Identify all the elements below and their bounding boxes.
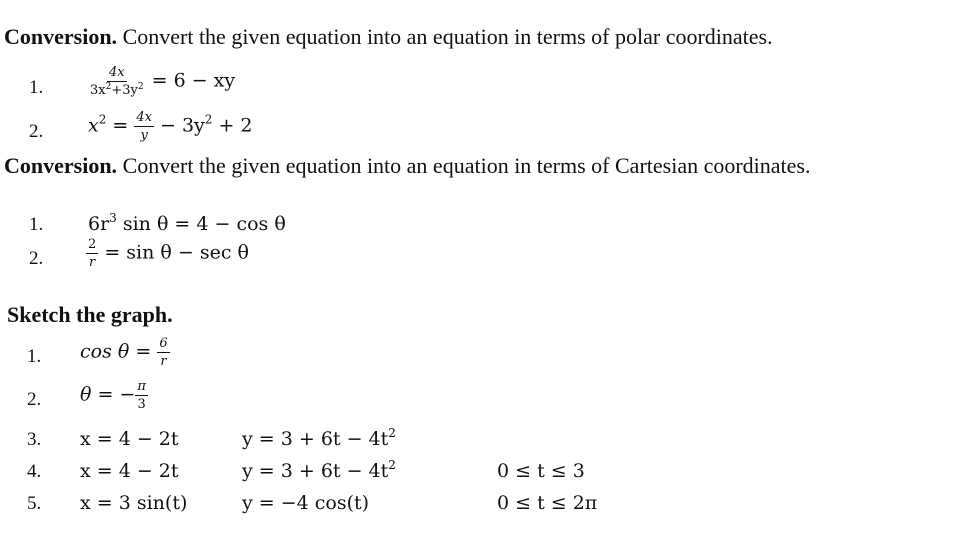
section-1-heading xyxy=(4,24,773,50)
s3-item-4-range: 0 ≤ t ≤ 3 xyxy=(497,460,585,482)
s3-item-1-number: 1. xyxy=(27,346,42,367)
section-1-title-text: Convert the given equation into an equation in terms of polar coordinates. xyxy=(117,24,773,49)
s1-item-1-numerator: 4x xyxy=(108,65,125,80)
s3-item-1-fraction: $\frac{6}{r}$ xyxy=(159,336,168,369)
s3-item-5-x: x = 3 sin(t) xyxy=(80,492,188,514)
s3-item-5-number: 5. xyxy=(27,493,42,514)
s3-item-4-y: $y = 3 + 6t - 4t^2$ xyxy=(242,458,396,482)
s1-item-1-number: 1. xyxy=(29,77,44,98)
s3-item-3-x: x = 4 − 2t xyxy=(80,428,179,450)
s2-item-2-fraction: $\frac{2}{r}$ xyxy=(88,237,97,270)
s3-item-3-number: 3. xyxy=(27,429,42,450)
s1-item-2-fraction: $\frac{4x}{y}$ xyxy=(136,110,152,143)
s3-item-1-equation: cos θ = $\frac{6}{r}$ xyxy=(80,336,168,369)
section-1-title-bold: Conversion. xyxy=(4,24,118,49)
s1-item-1-equation xyxy=(88,66,235,97)
s3-item-3-y: $y = 3 + 6t - 4t^2$ xyxy=(242,426,396,450)
s3-item-4-number: 4. xyxy=(27,461,42,482)
section-2-title-text: Convert the given equation into an equation in terms of Cartesian coordinates. xyxy=(117,153,811,178)
section-2-heading xyxy=(4,153,811,179)
s3-item-2-fraction: $\frac{\pi}{3}$ xyxy=(137,379,146,412)
s3-item-2-number: 2. xyxy=(27,389,42,410)
s3-item-2-equation: θ = − $\frac{\pi}{3}$ xyxy=(80,379,146,412)
s2-item-1-equation: $6r^3$ sin θ = 4 − cos θ xyxy=(88,211,286,235)
s2-item-1-number: 1. xyxy=(29,214,44,235)
s1-item-2-number: 2. xyxy=(29,121,44,142)
s2-item-2-number: 2. xyxy=(29,248,44,269)
s1-item-1-rest: = 6 − xy xyxy=(145,69,236,92)
s3-item-5-range: 0 ≤ t ≤ 2π xyxy=(497,492,598,514)
s3-item-4-x: x = 4 − 2t xyxy=(80,460,179,482)
s1-item-1-fraction xyxy=(88,66,146,97)
s1-item-1-denominator: $3x^2+3y^2$ xyxy=(90,82,144,98)
s2-item-2-equation: $\frac{2}{r}$ = sin θ − sec θ xyxy=(88,237,249,270)
section-2-title-bold: Conversion. xyxy=(4,153,118,178)
s3-item-5-y: y = −4 cos(t) xyxy=(242,492,370,514)
s1-item-2-equation: $x^2$ = $\frac{4x}{y}$ − $3y^2 + 2$ xyxy=(88,110,253,143)
section-3-heading: Sketch the graph. xyxy=(7,302,173,327)
